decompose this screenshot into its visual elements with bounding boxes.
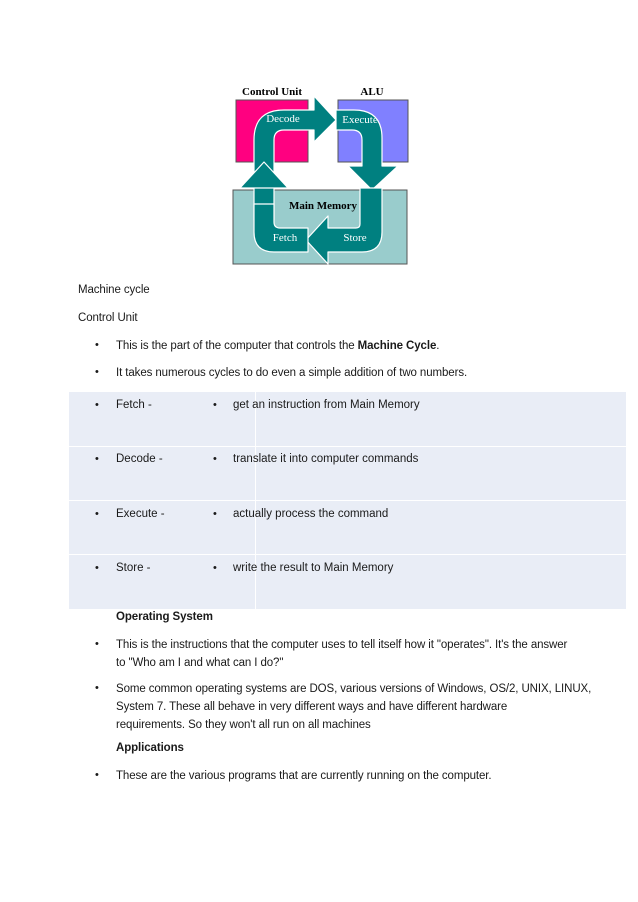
os-heading: Operating System [116,611,213,623]
bullet-marker: • [95,399,99,411]
bullet-marker: • [95,562,99,574]
table-description: actually process the command [233,508,389,520]
bullet-marker: • [213,508,217,520]
os-bullet-1 [116,637,567,671]
bullet-marker: • [95,508,99,520]
table-step: Decode - [116,453,163,465]
control-unit-heading: Control Unit [78,312,138,324]
table-description: get an instruction from Main Memory [233,399,420,411]
machine-cycle-caption: Machine cycle [78,284,150,296]
control-unit-bullet-2: It takes numerous cycles to do even a simple addition of two numbers. [116,367,468,379]
table-step: Store - [116,562,151,574]
table-step: Fetch - [116,399,152,411]
os-bullet-1-line-2: to "Who am I and what can I do?" [116,657,284,669]
machine-cycle-diagram [232,84,410,266]
alu-label: ALU [360,86,384,98]
table-row [69,500,626,555]
os-bullet-2-line-2: System 7. These all behave in very different ways and have different hardware [116,701,508,713]
table-row [69,446,626,501]
bullet-marker: • [95,682,99,694]
control-unit-bullet-1 [116,338,439,354]
fetch-label: Fetch [272,232,298,244]
machine-cycle-table [69,392,626,609]
bullet-marker: • [95,453,99,465]
os-bullet-2 [116,681,591,733]
bullet-1-text-bold: Machine Cycle [357,340,437,352]
applications-bullet-1: These are the various programs that are currently running on the computer. [116,770,492,782]
bullet-marker: • [95,339,99,351]
bullet-marker: • [95,769,99,781]
execute-label: Execute [342,114,378,126]
main-memory-label: Main Memory [288,200,358,212]
table-step: Execute - [116,508,165,520]
bullet-marker: • [95,638,99,650]
bullet-marker: • [213,562,217,574]
table-description: write the result to Main Memory [233,562,394,574]
bullet-marker: • [213,399,217,411]
table-row [69,554,626,609]
os-bullet-2-line-3: requirements. So they won't all run on all machines [116,719,371,731]
table-row [69,392,626,447]
control-unit-label: Control Unit [242,86,302,98]
bullet-1-text-pre: This is the part of the computer that controls the [116,340,358,352]
bullet-marker: • [95,366,99,378]
os-bullet-2-line-1: Some common operating systems are DOS, various versions of Windows, OS/2, UNIX, LINUX, [116,683,592,695]
table-description: translate it into computer commands [233,453,419,465]
bullet-marker: • [213,453,217,465]
os-bullet-1-line-1: This is the instructions that the computer uses to tell itself how it "operates". It's the answer [116,639,568,651]
decode-label: Decode [266,113,300,125]
applications-heading: Applications [116,742,184,754]
fetch-up-arrowhead [240,162,288,188]
store-label: Store [343,232,367,244]
bullet-1-text-post: . [436,340,440,352]
